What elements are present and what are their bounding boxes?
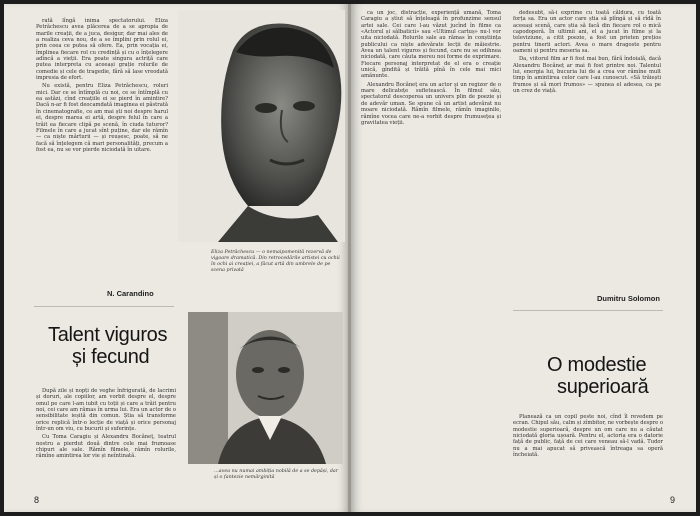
article-divider: [34, 306, 174, 307]
portrait-illustration: [178, 10, 345, 242]
article2-paragraph: Cu Toma Caragiu și Alexandru Bocăneț, teatrul nostru a pierdut două dintre cele mai frumoase chipuri ale sale. Rămîn filmele, rămîn rolurile, rămîne amintirea lor vie și neîntinată.: [36, 434, 176, 460]
article2-headline-line2: și fecund: [72, 346, 150, 368]
article1-paragraph: rată lîngă inima spectatorului. Eliza Petrăchescu avea plăcerea de a se apropia de marile creații, de a juca, desigur, dar mai ales de a realiza ceva nou, de a se împlini prin rolul ei, prin ceea ce putea să ofere. Ea, prin vocația ei, împlinea fiecare rol cu credință și cu o înțelegere adîncă a vieții. Era poate singura actriță care putea interpreta cu aceeași grație rolurile de comedie și cele de tragedie, fără să lase vreodată impresia de efort.: [36, 18, 168, 82]
article1-paragraph: Nu există, pentru Eliza Petrăchescu, roluri mici. Dar ce se întîmplă cu noi, ce se întîmplă cu ea astăzi, cînd creațiile ei se pierd în amintire? Dacă n-ar fi fost deocamdată imaginea ei păstrată în cinematografie, ce am mai ști noi despre harul ei, despre marea ei artă, despre felul în care a trăit ea fiecare clipă pe scenă, în ciuda tuturor? Filmele în care a jucat sînt puține, dar ele rămîn — ca niște mărturii — și reușesc, poate, să ne facă să înțelegem că mari personalități, precum a fost ea, nu se vor pierde niciodată în uitare.: [36, 83, 168, 153]
article3-headline-line2: superioară: [557, 376, 649, 398]
right-column-paragraph: dedesubt, să-i exprime cu toată căldura, cu toată forța sa. Era un actor care știa să plîngă și să rîdă în aceeași scenă, care știa să facă din fiecare rol o mică capodoperă. În ultimii ani, el a jucat în filme și la televiziune, a citit poezie, a fost un prieten prețios pentru tinerii actori. Avea o mare dragoste pentru oameni și pentru meseria sa.: [513, 10, 661, 55]
page-number-right: 9: [670, 495, 676, 505]
article-divider-right: [513, 310, 663, 311]
second-portrait-illustration: [188, 312, 343, 464]
article3-headline-line1: O modestie: [547, 354, 647, 376]
article2-continued-body: [361, 10, 501, 485]
right-page: [351, 4, 696, 512]
second-portrait-caption: …avea nu numai ambiția nobilă de a se depăși, dar și o fantezie nemărginită: [214, 469, 339, 480]
right-column-paragraph: Da, viitorul film ar fi fost mai bun, fără îndoială, dacă Alexandru Bocăneț ar mai fi fost printre noi. Talentul lui, energia lui, bucuria lui de a crea vor rămîne mult timp în amintirea celor care l-au cunoscut. «Să trăiești frumos și să mori frumos» — spunea el adesea, ca pe un crez de viață.: [513, 56, 661, 95]
right-column-signature: Dumitru Solomon: [597, 294, 660, 303]
article1-body: [36, 18, 168, 258]
portrait-caption: Eliza Petrăchescu — o nemaipomenită rezervă de vigoare dramatică. Din retrocedările artistei cu ochii în ochi ai creației, a făcut artă din umbrele de pe scena privată: [211, 250, 340, 273]
portrait-photo-eliza-petrachescu: [178, 10, 345, 242]
left-page: [4, 4, 349, 512]
page-number-left: 8: [34, 495, 40, 505]
article2-continued-paragraph: ca un joc, distracție, experiență umană, Toma Caragiu a știut să înțeleagă în profunzime sensul artei sale. Cei care l-au văzut jucînd în filme ca «Actorul și sălbaticii» sau «Ultimul cartuș» nu-l vor uita niciodată. Rolurile sale au rămas în conștiința publicului ca niște adevărate lecții de măiestrie. Avea un talent viguros și fecund, care nu se odihnea niciodată, care căuta mereu noi forme de exprimare. Fiecare personaj interpretat de el era o creație unică, gîndită și trăită pînă în cele mai mici amănunte.: [361, 10, 501, 80]
article2-headline-line1: Talent viguros: [48, 324, 168, 346]
article2-paragraph: După zile și nopți de veghe înfrigurată, de lacrimi și doruri, ale copiilor, am vorbit despre el, despre omul pe care l-am iubit cu toții și care a trăit pentru noi, cei care am rămas în urma lui. Era un actor de o sensibilitate ieșită din comun. Știa să transforme orice replică într-o lecție de viață și orice personaj într-un om viu, cu bucurii și suferințe.: [36, 388, 176, 433]
article2-body: [36, 388, 176, 484]
article2-continued-paragraph: Alexandru Bocăneț era un actor și un regizor de o mare delicatețe sufletească. În filmul său, spectatorul descoperea un univers plin de poezie și de adevăr uman. Se spune că un artist adevărat nu moare niciodată. Rămîn filmele, rămîn imaginile, rămîne vocea care ne-a vorbit despre frumusețea și gravitatea vieții.: [361, 81, 501, 126]
article1-signature: N. Carandino: [107, 289, 154, 298]
right-column-body: [513, 10, 661, 280]
article3-body: [513, 414, 663, 486]
magazine-spread: [4, 4, 696, 512]
article3-paragraph: Planează ca un copil peste noi, cînd îl revedem pe ecran. Chipul său, calm și zîmbitor, ne vorbește despre o modestie superioară, despre un om care nu a căutat niciodată gloria ușoară. Pentru el, actoria era o datorie față de public, față de cei care veneau să-l vadă. Tudor nu a mai apucat să privească întreaga sa operă încheiată.: [513, 414, 663, 459]
portrait-photo-alexandru-bocanet: [188, 312, 343, 464]
